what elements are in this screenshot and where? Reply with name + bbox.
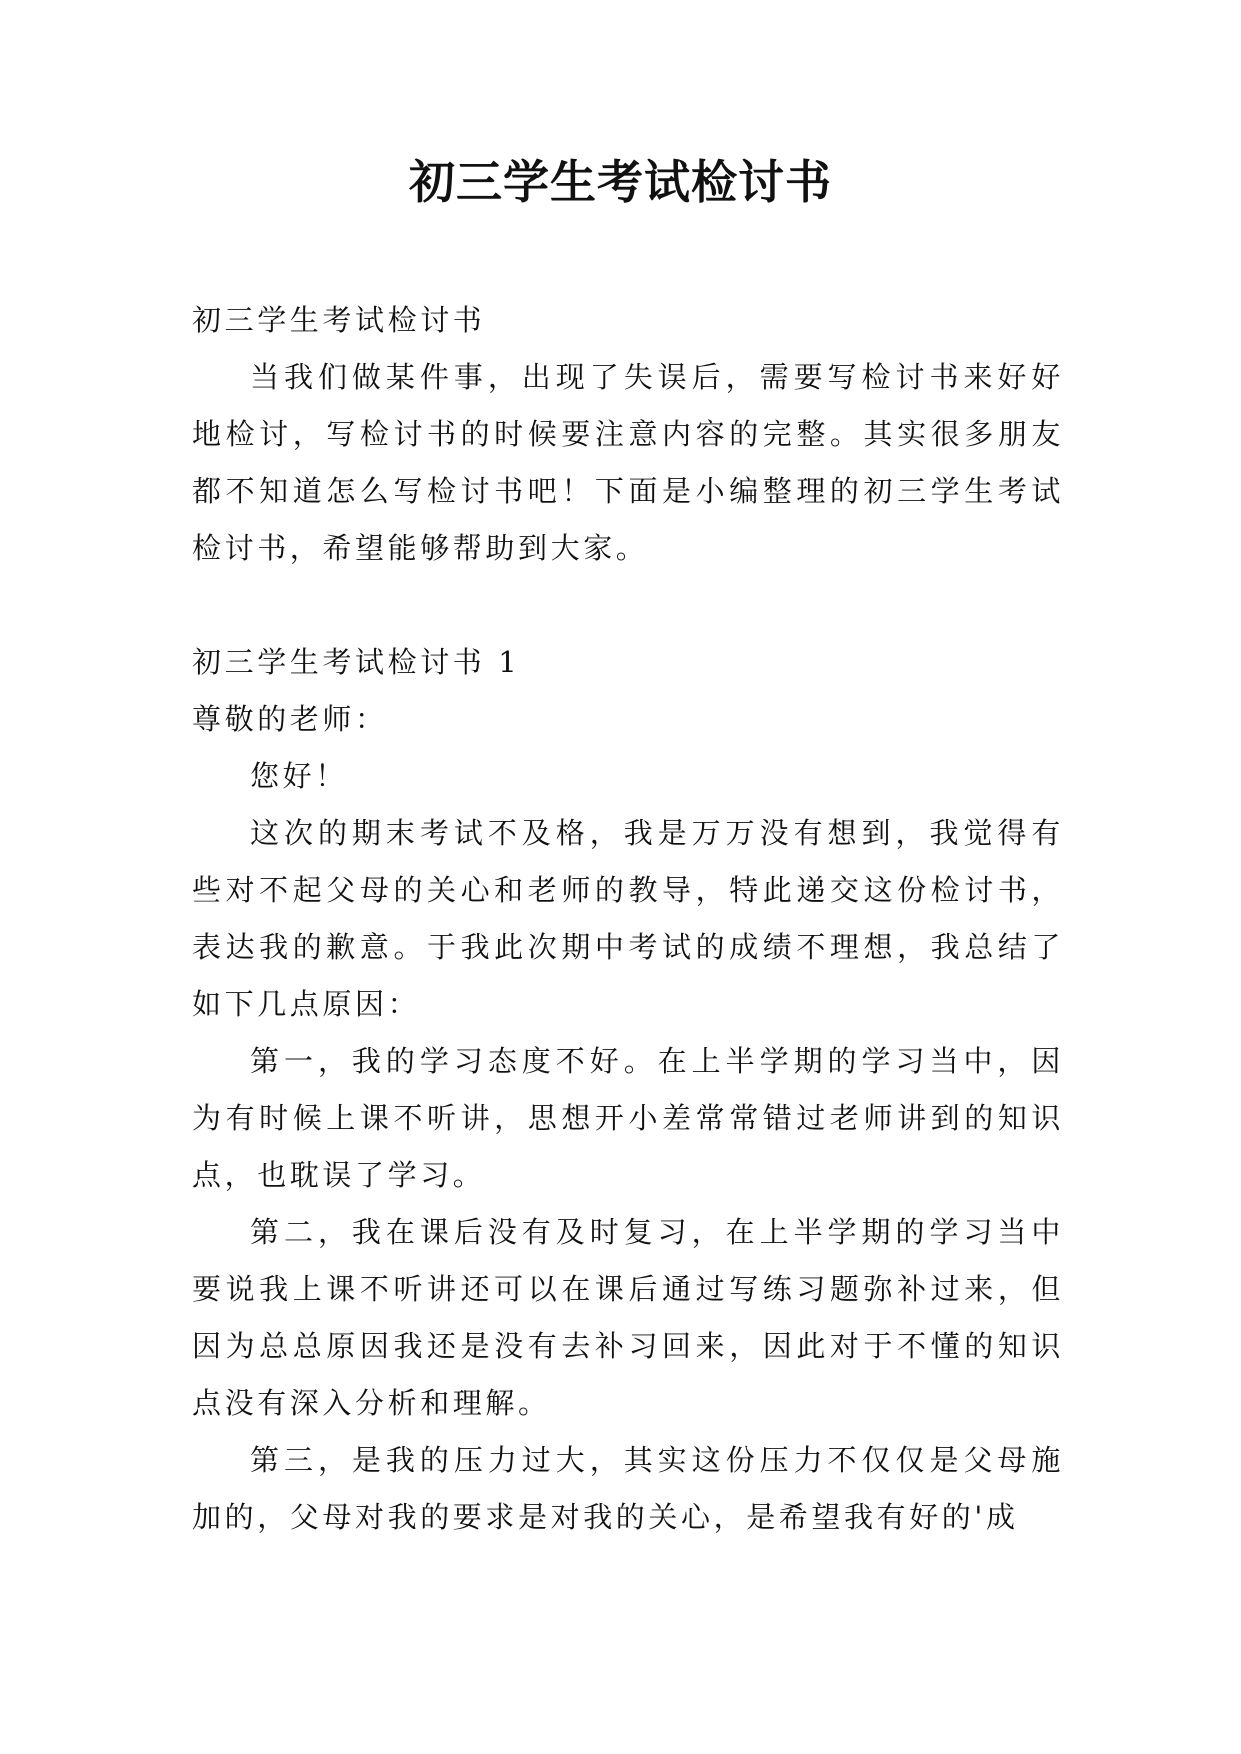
body-paragraph-4: 第三，是我的压力过大，其实这份压力不仅仅是父母施加的，父母对我的要求是对我的关心，是希望我有好的'成 [192,1443,1064,1534]
document-body [192,292,1064,1546]
intro-paragraph: 当我们做某件事，出现了失误后，需要写检讨书来好好地检讨，写检讨书的时候要注意内容的完整。其实很多朋友都不知道怎么写检讨书吧！下面是小编整理的初三学生考试检讨书，希望能够帮助到大家。 [192,360,1064,565]
body-paragraph-2: 第一，我的学习态度不好。在上半学期的学习当中，因为有时候上课不听讲，思想开小差常常错过老师讲到的知识点，也耽误了学习。 [192,1044,1064,1192]
body-paragraph-1: 这次的期末考试不及格，我是万万没有想到，我觉得有些对不起父母的关心和老师的教导，特此递交这份检讨书，表达我的歉意。于我此次期中考试的成绩不理想，我总结了如下几点原因： [192,816,1064,1021]
document-title: 初三学生考试检讨书 [409,155,832,209]
body-paragraph-3: 第二，我在课后没有及时复习，在上半学期的学习当中要说我上课不听讲还可以在课后通过写练习题弥补过来，但因为总总原因我还是没有去补习回来，因此对于不懂的知识点没有深入分析和理解。 [192,1215,1064,1420]
greeting: 您好！ [250,759,348,793]
salutation: 尊敬的老师： [192,702,388,736]
section-heading: 初三学生考试检讨书 1 [192,645,521,679]
document-subtitle: 初三学生考试检讨书 [192,303,486,337]
